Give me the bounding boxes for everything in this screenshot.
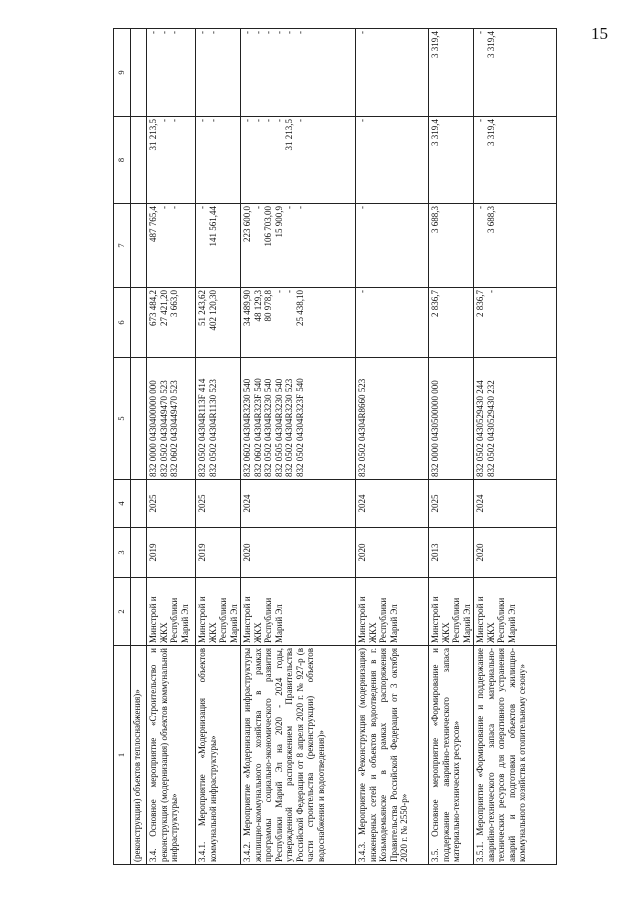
- amount-value: 223 600,0: [242, 206, 253, 242]
- amount-value: -: [169, 206, 180, 209]
- measure-name-cell: 3.4. Основное мероприятие «Строительство и реконструкция (модернизация) объектов коммунальной инфраструктуры»: [147, 646, 196, 865]
- program-table: [113, 28, 557, 865]
- start-year-cell: 2020: [356, 528, 429, 578]
- amount-cell: [356, 288, 429, 358]
- budget-code: 832 0502 04304R113F 414: [197, 378, 207, 477]
- amount-value: 80 978,8: [263, 290, 274, 322]
- amount-value: -: [273, 290, 284, 293]
- table-row: [196, 29, 241, 865]
- budget-code-cell: [474, 358, 557, 480]
- amount-cell: [196, 29, 241, 117]
- amount-value: 3 688,3: [430, 206, 441, 233]
- budget-code: 832 0502 0430449470 523: [158, 380, 169, 477]
- col-header: 1: [114, 646, 131, 865]
- amount-value: -: [207, 31, 218, 34]
- amount-value: -: [207, 119, 218, 122]
- start-year-cell: 2020: [474, 528, 557, 578]
- budget-code: 832 0602 04304R323F 540: [252, 378, 263, 477]
- amount-value: -: [284, 206, 295, 209]
- executor-cell: Минстрой и ЖКХ Республики Марий Эл: [429, 578, 474, 646]
- amount-value: 2 836,7: [430, 290, 441, 317]
- amount-value: -: [273, 31, 284, 34]
- amount-value: 3 319,4: [485, 119, 496, 146]
- amount-value: 48 129,3: [252, 290, 263, 322]
- amount-value: 673 484,2: [148, 290, 158, 326]
- budget-code-cell: [131, 358, 147, 480]
- amount-cell: [241, 117, 356, 204]
- table-row: [356, 29, 429, 865]
- col-header: 4: [114, 480, 131, 528]
- amount-value: -: [357, 31, 368, 34]
- budget-code-cell: [196, 358, 241, 480]
- amount-value: -: [197, 206, 207, 209]
- amount-cell: [474, 29, 557, 117]
- amount-value: -: [294, 31, 305, 34]
- end-year-cell: 2024: [474, 480, 557, 528]
- end-year-cell: [131, 480, 147, 528]
- amount-value: -: [475, 31, 486, 34]
- executor-cell: Минстрой и ЖКХ Республики Марий Эл: [196, 578, 241, 646]
- col-header: 3: [114, 528, 131, 578]
- executor-cell: Минстрой и ЖКХ Республики Марий Эл: [356, 578, 429, 646]
- page-number: 15: [591, 24, 608, 43]
- amount-cell: [474, 288, 557, 358]
- amount-cell: [196, 117, 241, 204]
- amount-value: 51 243,62: [197, 290, 207, 326]
- end-year-cell: 2025: [429, 480, 474, 528]
- amount-value: -: [242, 119, 253, 122]
- amount-value: 3 663,0: [169, 290, 180, 317]
- amount-cell: [429, 117, 474, 204]
- amount-value: 31 213,5: [148, 119, 158, 151]
- amount-cell: [131, 288, 147, 358]
- start-year-cell: 2013: [429, 528, 474, 578]
- measure-name-cell: 3.4.3. Мероприятие «Реконструкция (модернизация) инженерных сетей и объектов водоотведения в г. Козьмодемьянске в рамках распоряжения Правительства Российской Федерации от 3 октября 2020 г. № 2550-р»: [356, 646, 429, 865]
- amount-value: -: [148, 31, 158, 34]
- col-header: 6: [114, 288, 131, 358]
- amount-value: 31 213,5: [284, 119, 295, 151]
- amount-cell: [356, 29, 429, 117]
- budget-code: 832 0502 04304R8660 523: [357, 378, 368, 477]
- start-year-cell: 2019: [147, 528, 196, 578]
- amount-cell: [356, 117, 429, 204]
- end-year-cell: 2024: [356, 480, 429, 528]
- table-row: [429, 29, 474, 865]
- amount-cell: [474, 204, 557, 288]
- budget-code: 832 0000 0430400000 000: [148, 380, 158, 477]
- end-year-cell: 2024: [241, 480, 356, 528]
- amount-value: -: [263, 31, 274, 34]
- amount-value: -: [263, 119, 274, 122]
- col-header: 5: [114, 358, 131, 480]
- amount-cell: [474, 117, 557, 204]
- budget-code: 832 0502 04304R323F 540: [294, 378, 305, 477]
- amount-value: -: [197, 31, 207, 34]
- amount-value: 3 319,4: [430, 119, 441, 146]
- amount-value: -: [294, 206, 305, 209]
- measure-name-cell: 3.5. Основное мероприятие «Формирование и поддержание аварийно-технического запаса материально-технических ресурсов»: [429, 646, 474, 865]
- amount-value: 25 438,10: [294, 290, 305, 326]
- amount-value: 27 421,20: [158, 290, 169, 326]
- amount-value: -: [357, 119, 368, 122]
- measure-name-cell: 3.4.1. Мероприятие «Модернизация объектов коммунальной инфраструктуры»: [196, 646, 241, 865]
- amount-value: 3 688,3: [485, 206, 496, 233]
- amount-value: -: [252, 206, 263, 209]
- start-year-cell: 2019: [196, 528, 241, 578]
- table-header-row: [114, 29, 131, 865]
- amount-cell: [131, 117, 147, 204]
- amount-cell: [429, 204, 474, 288]
- budget-code: 832 0502 0430529430 232: [485, 380, 496, 477]
- table-row: [147, 29, 196, 865]
- amount-value: -: [485, 290, 496, 293]
- amount-value: -: [158, 206, 169, 209]
- end-year-cell: 2025: [196, 480, 241, 528]
- budget-code-cell: [241, 358, 356, 480]
- amount-cell: [147, 204, 196, 288]
- amount-value: 402 120,30: [207, 290, 218, 331]
- amount-value: -: [475, 206, 486, 209]
- amount-value: -: [284, 31, 295, 34]
- budget-code: 832 0602 0430449470 523: [169, 380, 180, 477]
- amount-cell: [241, 29, 356, 117]
- budget-code: 832 0000 0430500000 000: [430, 380, 441, 477]
- budget-code-cell: [429, 358, 474, 480]
- end-year-cell: 2025: [147, 480, 196, 528]
- budget-code: 832 0602 04304R3230 540: [242, 378, 253, 477]
- amount-value: 106 703,00: [263, 206, 274, 247]
- amount-value: 141 561,44: [207, 206, 218, 247]
- budget-code-cell: [147, 358, 196, 480]
- amount-value: -: [158, 31, 169, 34]
- measure-name-cell: 3.4.2. Мероприятие «Модернизация инфраструктуры жилищно-коммунального хозяйства в рамках программы социально-экономического развития Республики Марий Эл на 2020 - 2024 годы, утвержденной распоряжением Правительства Российской Федерации от 8 апреля 2020 г. № 927-р (в части строительства (реконструкции) объектов водоснабжения и водоотведения)»: [241, 646, 356, 865]
- start-year-cell: 2020: [241, 528, 356, 578]
- amount-cell: [196, 204, 241, 288]
- executor-cell: Минстрой и ЖКХ Республики Марий Эл: [241, 578, 356, 646]
- amount-value: -: [273, 119, 284, 122]
- amount-cell: [241, 288, 356, 358]
- amount-value: 15 900,9: [273, 206, 284, 238]
- amount-value: 3 319,4: [485, 31, 496, 58]
- amount-cell: [147, 288, 196, 358]
- budget-code: 832 0505 04304R3230 540: [273, 378, 284, 477]
- col-header: 8: [114, 117, 131, 204]
- amount-cell: [196, 288, 241, 358]
- amount-value: -: [169, 31, 180, 34]
- executor-cell: Минстрой и ЖКХ Республики Марий Эл: [474, 578, 557, 646]
- amount-cell: [356, 204, 429, 288]
- table-row: [131, 29, 147, 865]
- amount-value: -: [475, 119, 486, 122]
- start-year-cell: [131, 528, 147, 578]
- amount-cell: [429, 288, 474, 358]
- amount-value: 487 765,4: [148, 206, 158, 242]
- amount-cell: [429, 29, 474, 117]
- amount-cell: [241, 204, 356, 288]
- amount-value: 2 836,7: [475, 290, 486, 317]
- budget-code: 832 0502 04304R1130 523: [207, 379, 218, 477]
- amount-value: -: [252, 119, 263, 122]
- rotated-table-wrapper: [113, 29, 613, 865]
- table-row: [474, 29, 557, 865]
- table-row: [241, 29, 356, 865]
- executor-cell: Минстрой и ЖКХ Республики Марий Эл: [147, 578, 196, 646]
- executor-cell: [131, 578, 147, 646]
- amount-cell: [147, 29, 196, 117]
- measure-name-cell: 3.5.1. Мероприятие «Формирование и поддержание аварийно-технического запаса материально-технических ресурсов для оперативного устранения аварий и подготовки объектов жилищно-коммунального хозяйства к отопительному сезону»: [474, 646, 557, 865]
- amount-value: 3 319,4: [430, 31, 441, 58]
- col-header: 2: [114, 578, 131, 646]
- amount-value: -: [197, 119, 207, 122]
- col-header: 7: [114, 204, 131, 288]
- budget-code: 832 0502 0430529430 244: [475, 380, 486, 477]
- amount-cell: [131, 204, 147, 288]
- budget-code-cell: [356, 358, 429, 480]
- amount-value: -: [284, 290, 295, 293]
- amount-value: 34 489,90: [242, 290, 253, 326]
- budget-code: 832 0502 04304R3230 540: [263, 378, 274, 477]
- col-header: 9: [114, 29, 131, 117]
- amount-value: -: [294, 119, 305, 122]
- amount-value: -: [242, 31, 253, 34]
- amount-cell: [131, 29, 147, 117]
- measure-name-cell: (реконструкции) объектов теплоснабжения)»: [131, 646, 147, 865]
- amount-value: -: [357, 206, 368, 209]
- amount-cell: [147, 117, 196, 204]
- amount-value: -: [252, 31, 263, 34]
- budget-code: 832 0502 04304R3230 523: [284, 378, 295, 477]
- amount-value: -: [169, 119, 180, 122]
- amount-value: -: [357, 290, 368, 293]
- amount-value: -: [158, 119, 169, 122]
